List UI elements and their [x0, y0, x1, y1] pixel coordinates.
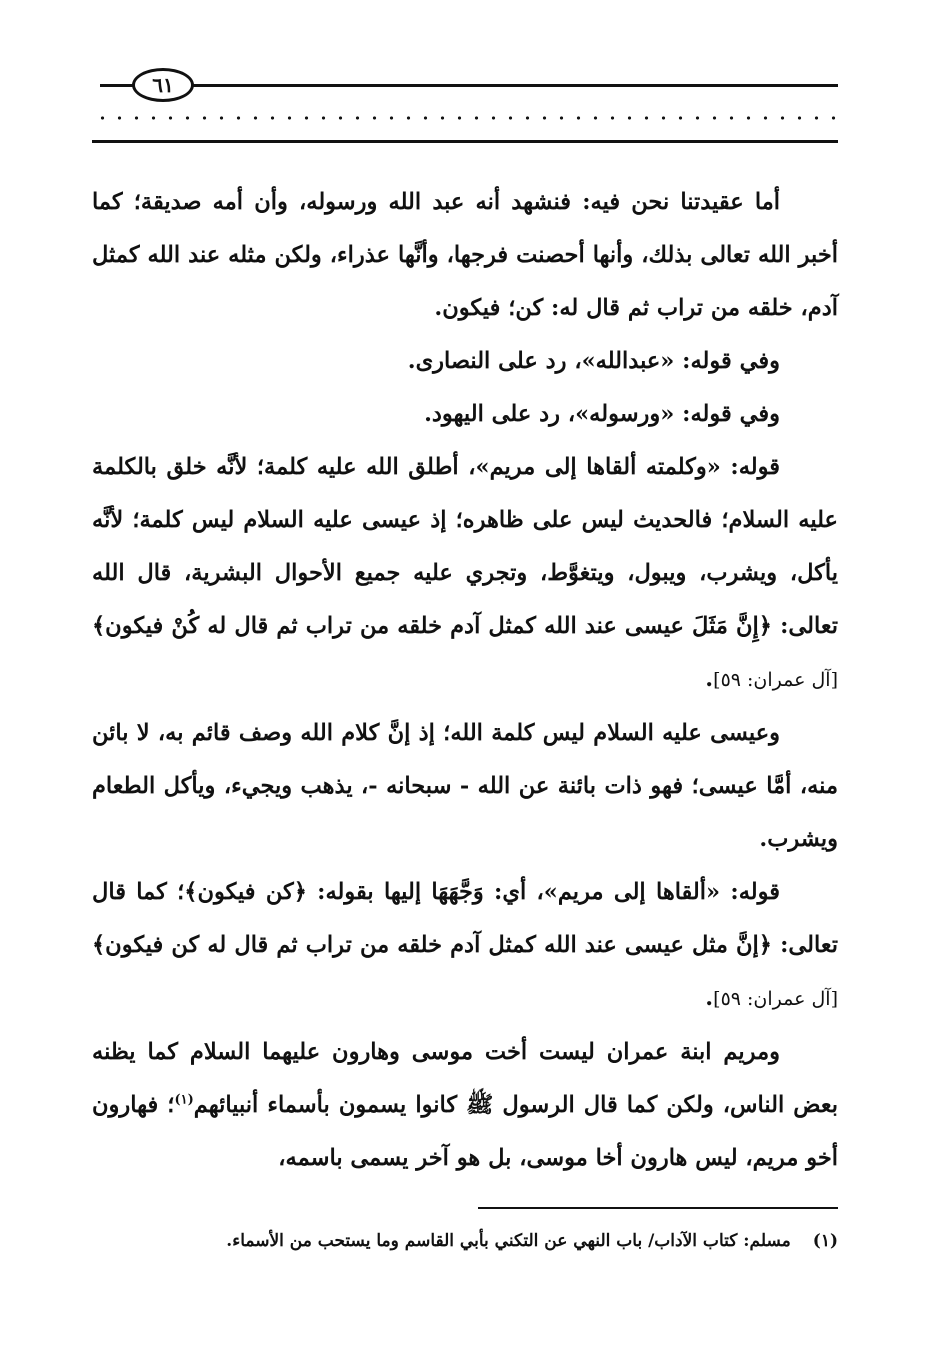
page-body	[92, 176, 838, 1185]
header-bottom-rule	[92, 140, 838, 143]
paragraph	[92, 176, 838, 335]
quoted-text: ألقاها إلى مريم	[557, 879, 707, 905]
paragraph	[92, 335, 838, 388]
text-run: وفي قوله: «عبدالله»، رد على النصارى.	[407, 348, 780, 374]
text-run: قوله: «	[706, 454, 780, 480]
text-run: ؛ فهارون أخو مريم، ليس هارون أخا موسى، بل هو آخر يسمى باسمه،	[92, 1092, 838, 1171]
paragraph	[92, 388, 838, 441]
text-run: .	[705, 666, 714, 692]
paragraph	[92, 866, 838, 1026]
page-number: ٦١	[132, 68, 194, 102]
footnote-marker: (١)	[174, 1092, 194, 1108]
text-run: ؛ كما قال تعالى:	[92, 879, 838, 958]
page-header	[92, 62, 838, 152]
paragraph	[92, 707, 838, 866]
text-run: .	[705, 985, 714, 1011]
paragraph	[92, 441, 838, 707]
footnote-separator	[478, 1207, 838, 1209]
header-badge-tail	[100, 84, 134, 87]
paragraph	[92, 1026, 838, 1185]
quoted-text: وكلمته ألقاها إلى مريم	[489, 454, 707, 480]
footnote-text: مسلم: كتاب الآداب/ باب النهي عن التكني بأبي القاسم وما يستحب من الأسماء.	[226, 1231, 791, 1251]
quran-reference: [آل عمران: ٥٩]	[713, 988, 838, 1010]
quran-reference: [آل عمران: ٥٩]	[713, 669, 838, 691]
header-top-rule	[192, 84, 838, 87]
quoted-text: ﴿كن فيكون﴾	[184, 879, 307, 905]
header-dotted-rule	[92, 114, 838, 122]
text-run: ومريم ابنة عمران ليست أخت موسى وهارون عليهما السلام كما يظنه بعض الناس، ولكن كما قال الرسول ﷺ كانوا يسمون بأسماء أنبيائهم	[92, 1039, 838, 1118]
text-run: »، أطلق الله عليه كلمة؛ لأنَّه خلق بالكلمة عليه السلام؛ فالحديث ليس على ظاهره؛ إذ عيسى عليه السلام ليس كلمة؛ لأنَّه يأكل، ويشرب، ويبول، ويتغوَّط، وتجري عليه جميع الأحوال البشرية، قال الله تعالى:	[92, 454, 838, 639]
text-run: »، أي: وَجَّهَهَا إليها بقوله:	[306, 879, 558, 905]
text-run: وعيسى عليه السلام ليس كلمة الله؛ إذ إنَّ كلام الله وصف قائم به، لا بائن منه، أمَّا عيسى؛ فهو ذات بائنة عن الله - سبحانه -، يذهب ويجيء، ويأكل الطعام ويشرب.	[92, 720, 838, 852]
footnotes	[92, 1226, 838, 1256]
text-run: قوله: «	[706, 879, 781, 905]
text-run: أما عقيدتنا نحن فيه: فنشهد أنه عبد الله ورسوله، وأن أمه صديقة؛ كما أخبر الله تعالى بذلك، وأنها أحصنت فرجها، وأنَّها عذراء، ولكن مثله عند الله كمثل آدم، خلقه من تراب ثم قال له: كن؛ فيكون.	[92, 189, 838, 321]
footnote	[92, 1226, 838, 1256]
text-run: وفي قوله: «ورسوله»، رد على اليهود.	[424, 401, 780, 427]
quoted-text: ﴿إِنَّ مَثَلَ عيسى عند الله كمثل آدم خلقه من تراب ثم قال له كُنْ فيكون﴾	[92, 613, 772, 639]
footnote-number: (١)	[812, 1231, 838, 1251]
quoted-text: ﴿إنَّ مثل عيسى عند الله كمثل آدم خلقه من تراب ثم قال له كن فيكون﴾	[92, 932, 772, 958]
